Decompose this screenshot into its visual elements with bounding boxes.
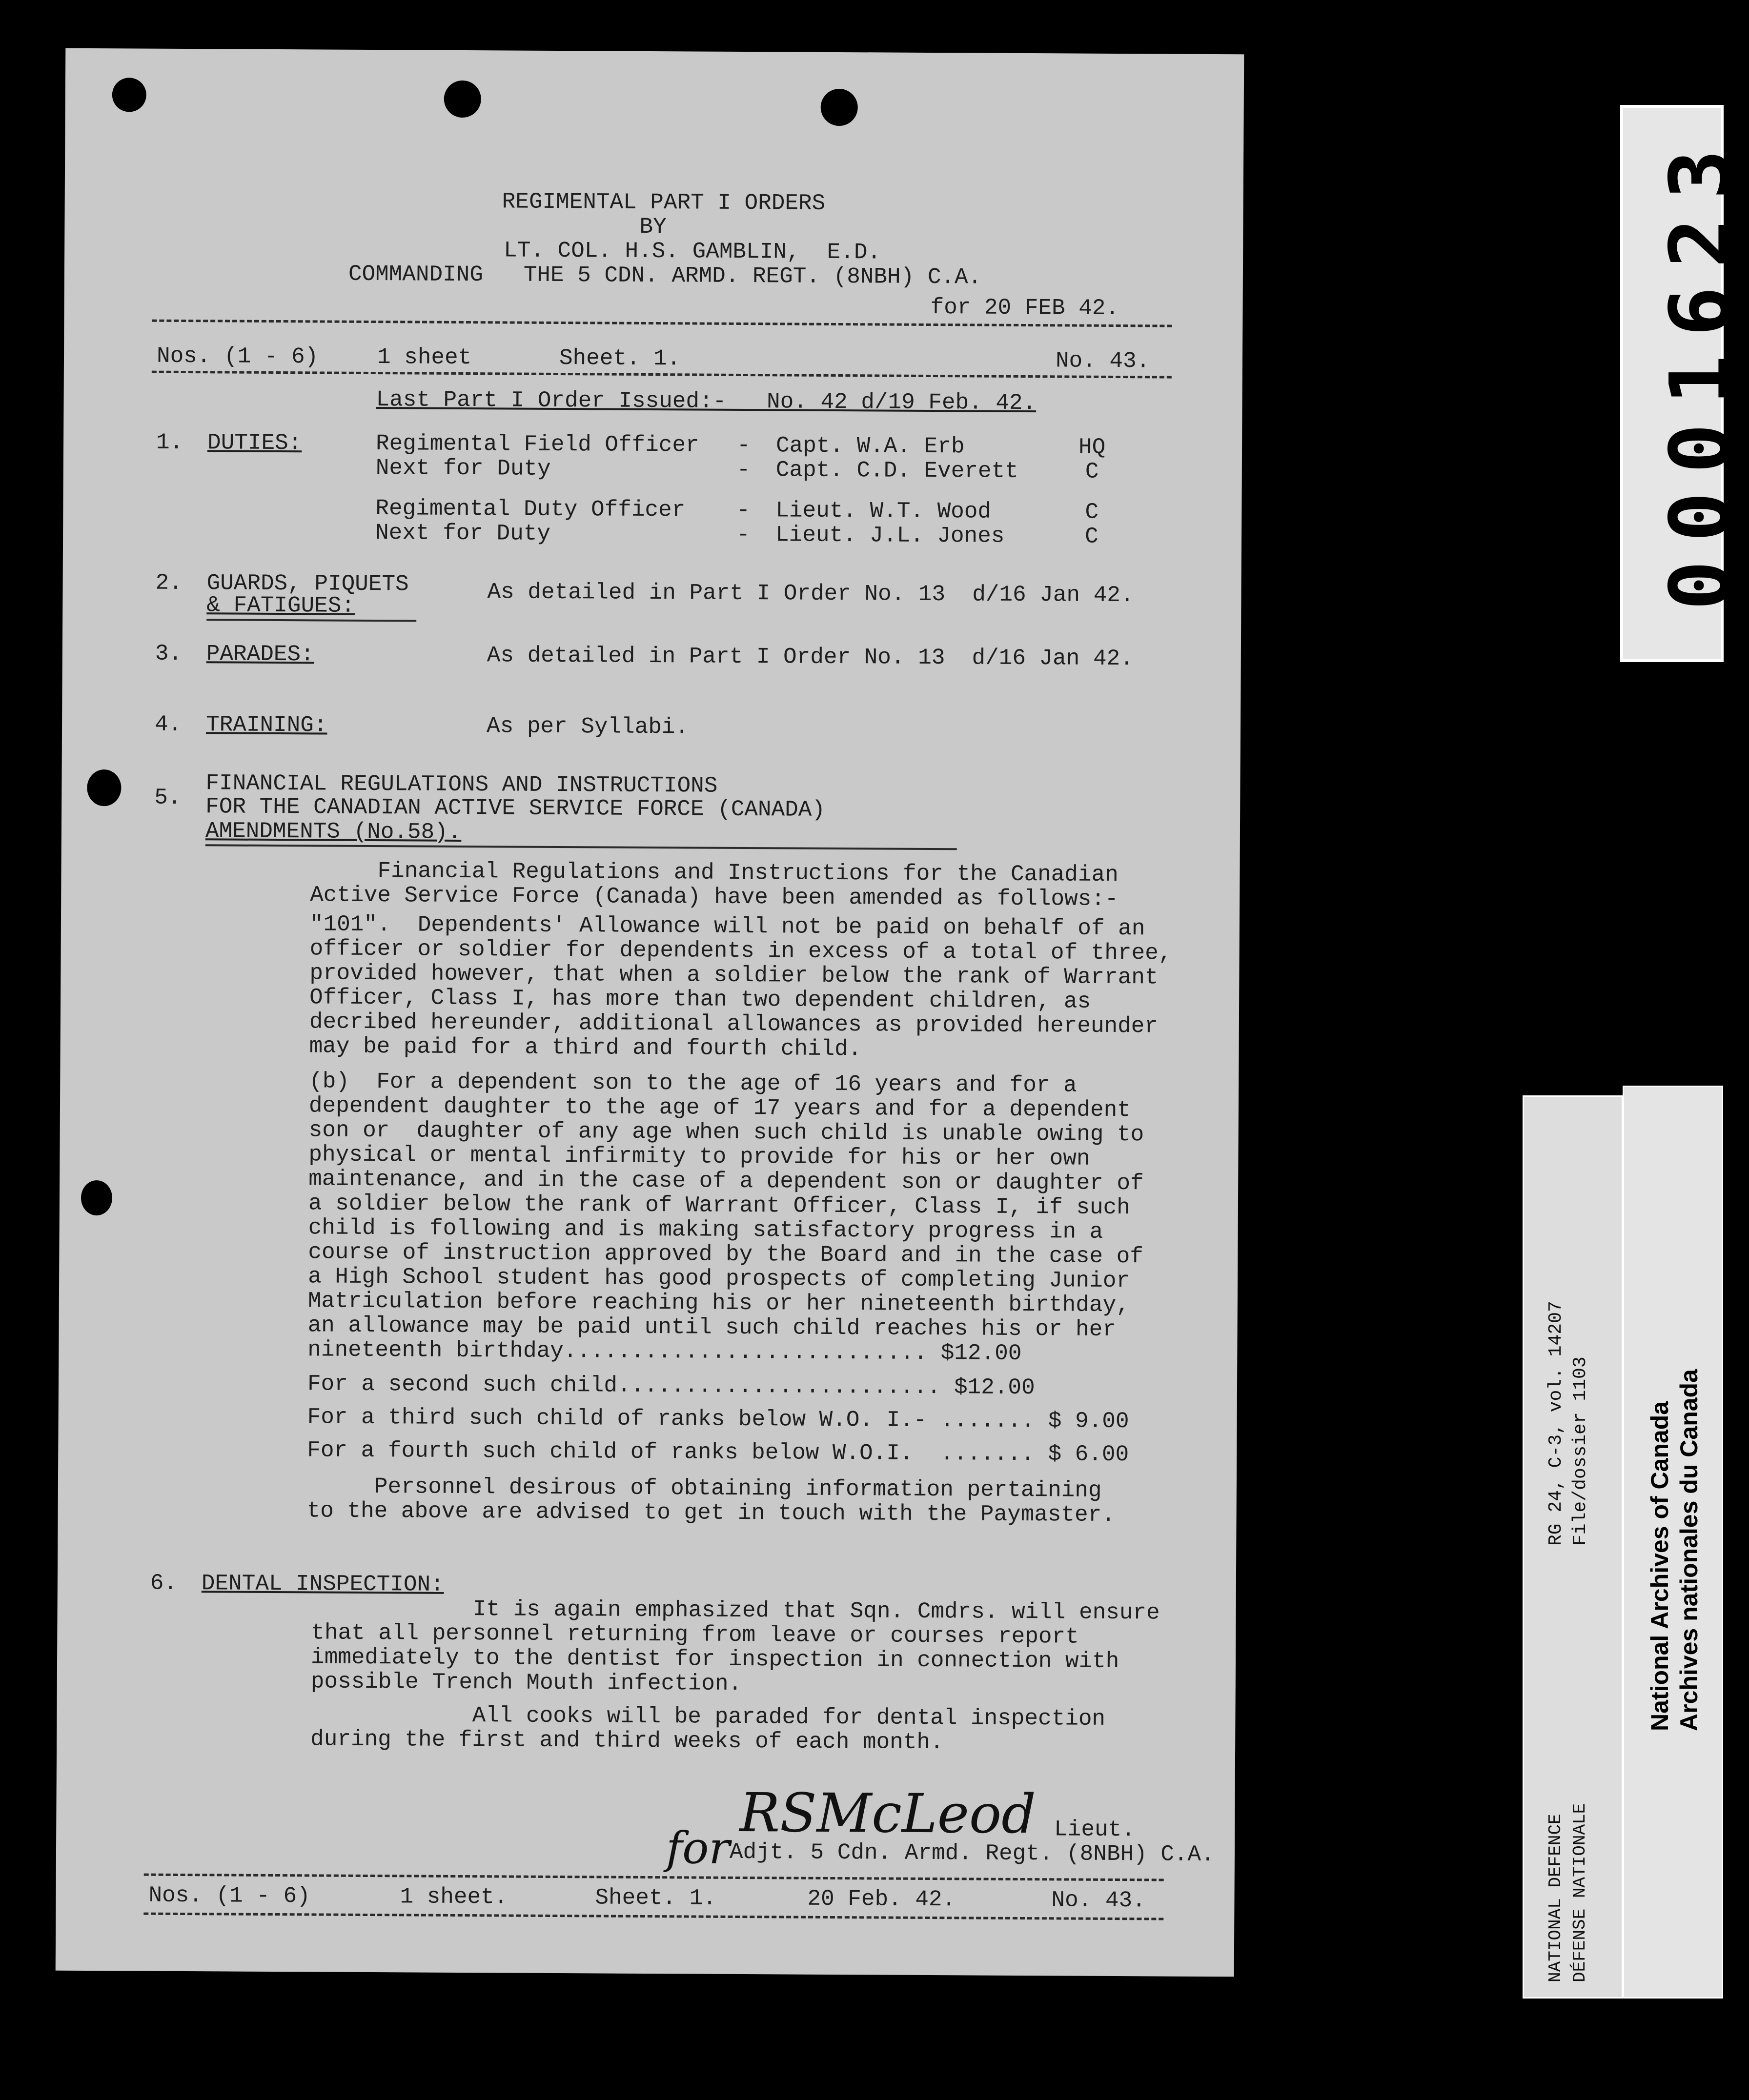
frame-number-stamp [1620,105,1749,662]
financial-heading-3: AMENDMENTS (No.58). [205,818,462,845]
last-order-issued: Last Part I Order Issued:- No. 42 d/19 Feb. 42. [376,387,1037,416]
rate-line: For a fourth such child of ranks below W.O.I. ....... $ 6.00 [307,1437,1129,1468]
financial-heading-2: FOR THE CANADIAN ACTIVE SERVICE FORCE (CANADA) [205,794,826,823]
dental-para-line: It is again emphasized that Sqn. Cmdrs. will ensure [311,1595,1160,1626]
financial-para-line: Matriculation before reaching his or her nineteenth birthday, [307,1288,1130,1318]
archive-label-tab [1623,1086,1723,1999]
financial-para-line: a soldier below the rank of Warrant Officer, Class I, if such [308,1191,1130,1221]
duty-role: Regimental Duty Officer [375,496,686,523]
guards-heading-2: & FATIGUES: [206,592,355,619]
section-number: 3. [155,641,183,666]
archives-name-fr: Archives nationales du Canada [1675,1369,1703,1731]
financial-para-line: Active Service Force (Canada) have been amended as follows:- [310,882,1119,912]
divider [152,320,1172,327]
financial-para-line: Financial Regulations and Instructions for the Canadian [310,858,1119,888]
dental-para-line: possible Trench Mouth infection. [310,1669,742,1697]
ref-date: 20 Feb. 42. [807,1886,956,1913]
header-date: for 20 FEB 42. [930,294,1119,322]
ref-number: No. 43. [1055,348,1150,374]
training-heading: TRAINING: [205,712,327,738]
archive-ref-line: RG 24, C-3, vol. 14207 [1546,1301,1566,1546]
heading-underline [206,619,416,622]
header-title: REGIMENTAL PART I ORDERS [502,189,826,216]
financial-para-line: "101". Dependents' Allowance will not be paid on behalf of an [309,911,1145,942]
dental-para-line: that all personnel returning from leave or courses report [311,1620,1079,1650]
duty-officer: Capt. W.A. Erb [775,433,965,460]
ref-sheets: 1 sheet [377,344,472,371]
duty-officer: Lieut. W.T. Wood [775,498,992,525]
financial-para-line: Personnel desirous of obtaining information pertaining [306,1474,1102,1503]
rate-line: For a second such child........................ $12.00 [307,1371,1035,1401]
heading-underline [205,844,957,850]
ref-number: No. 43. [1051,1887,1146,1914]
ref-nos: Nos. (1 - 6) [148,1882,310,1909]
parades-heading: PARADES: [206,641,314,667]
duty-unit: C [1085,459,1099,485]
punch-hole [444,81,481,118]
dental-para-line: All cooks will be paraded for dental inspection [310,1702,1106,1732]
header-unit: COMMANDING THE 5 CDN. ARMD. REGT. (8NBH) C.A. [348,261,982,290]
guards-heading: GUARDS, PIQUETS [206,570,409,597]
financial-para-line: decribed hereunder, additional allowances as provided hereunder [309,1009,1159,1039]
financial-para-line: Officer, Class I, has more than two dependent children, as [309,985,1091,1014]
divider [144,1874,1164,1881]
financial-para-line: officer or soldier for dependents in excess of a total of three, [309,936,1172,966]
section-number: 1. [156,429,183,455]
divider [143,1913,1163,1920]
duty-unit: HQ [1078,434,1106,460]
section-number: 2. [155,570,183,596]
duty-dash: - [736,432,751,459]
financial-para-line: a High School student has good prospects of completing Junior [308,1264,1130,1294]
signature-line: Adjt. 5 Cdn. Armd. Regt. (8NBH) C.A. [729,1839,1215,1868]
duty-officer: Capt. C.D. Everett [775,457,1018,484]
financial-para-line: to the above are advised to get in touch with the Paymaster. [306,1498,1116,1528]
guards-text: As detailed in Part I Order No. 13 d/16 Jan 42. [487,579,1134,608]
financial-para-line: child is following and is making satisfactory progress in a [308,1215,1103,1245]
archive-ref-line: File/dossier 1103 [1570,1356,1591,1546]
duty-role: Next for Duty [375,455,551,482]
punch-hole [87,769,121,806]
archives-name-en: National Archives of Canada [1646,1401,1673,1731]
duty-unit: C [1085,499,1099,525]
financial-para-line: provided however, that when a soldier below the rank of Warrant [309,960,1159,990]
handwritten-signature: RSMcLeod [739,1781,1036,1846]
financial-para-line: (b) For a dependent son to the age of 16 years and for a [309,1069,1077,1098]
department-label: NATIONAL DEFENCE [1546,1814,1566,1982]
ref-sheet: Sheet. 1. [595,1885,717,1911]
financial-para-line: course of instruction approved by the Board and in the case of [308,1239,1144,1270]
financial-para-line: dependent daughter to the age of 17 years and for a dependent [308,1093,1131,1123]
signature-rank: Lieut. [1054,1817,1136,1843]
punch-hole [112,78,146,112]
dental-para-line: immediately to the dentist for inspection in connection with [310,1644,1119,1675]
section-number: 4. [154,711,182,737]
parades-text: As detailed in Part I Order No. 13 d/16 Jan 42. [487,643,1134,672]
financial-heading: FINANCIAL REGULATIONS AND INSTRUCTIONS [205,770,718,799]
duty-unit: C [1084,524,1098,549]
punch-hole [81,1180,112,1215]
duties-heading: DUTIES: [207,430,302,456]
duty-dash: - [736,457,751,483]
duty-dash: - [736,522,750,548]
divider [152,371,1172,379]
ref-sheet: Sheet. 1. [559,345,681,372]
ref-nos: Nos. (1 - 6) [156,343,319,370]
header-by: BY [639,214,667,240]
dental-para-line: during the first and third weeks of each month. [310,1726,944,1756]
ref-sheets: 1 sheet. [400,1884,508,1910]
duty-role: Next for Duty [375,520,551,546]
document-page [56,48,1244,1977]
department-label: DÉFENSE NATIONALE [1570,1803,1590,1982]
financial-para-line: maintenance, and in the case of a dependent son or daughter of [308,1166,1144,1196]
section-number: 6. [150,1570,178,1596]
financial-para-line: physical or mental infirmity to provide for his or her own [308,1142,1090,1171]
training-text: As per Syllabi. [486,713,689,740]
rate-line: For a third such child of ranks below W.O. I.- ....... $ 9.00 [307,1404,1129,1434]
archive-reference-tab [1523,1095,1623,1999]
signature-for: for [666,1822,730,1874]
financial-para-line: nineteenth birthday........................... $12.00 [307,1337,1022,1366]
duty-officer: Lieut. J.L. Jones [775,522,1005,549]
dental-heading: DENTAL INSPECTION: [201,1571,444,1597]
section-number: 5. [154,785,182,810]
financial-para-line: an allowance may be paid until such child reaches his or her [307,1312,1117,1343]
header-commander: LT. COL. H.S. GAMBLIN, E.D. [504,238,881,265]
duty-role: Regimental Field Officer [375,431,699,458]
punch-hole [821,89,858,126]
financial-para-line: son or daughter of any age when such child is unable owing to [308,1117,1144,1148]
duty-dash: - [736,497,751,524]
financial-para-line: may be paid for a third and fourth child. [309,1033,862,1062]
frame-number: 0001623 [1652,131,1749,610]
